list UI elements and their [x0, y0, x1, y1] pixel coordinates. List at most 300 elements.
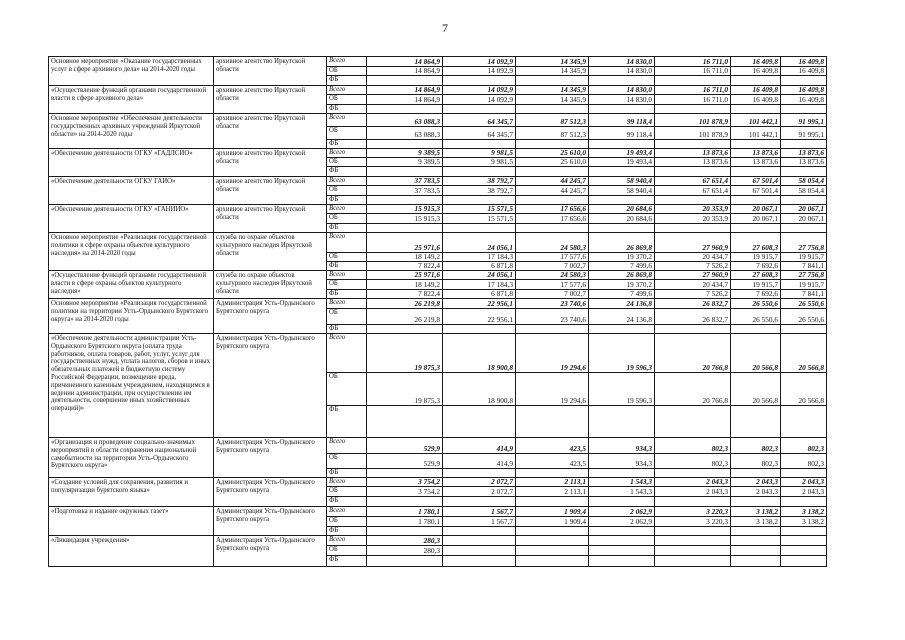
value-cell: 44 245,7: [516, 186, 589, 196]
responsible-cell: служба по охране объектов культурного наследия Иркутской области: [214, 233, 327, 271]
value-cell: 529,9: [367, 438, 443, 454]
source-cell: Всего: [327, 57, 367, 67]
responsible-cell: архивное агентство Иркутской области: [214, 149, 327, 177]
value-cell: 63 088,3: [367, 114, 443, 127]
value-cell: 20 434,7: [655, 280, 731, 290]
value-cell: 20 766,8: [655, 334, 731, 373]
empty-value-cell: [731, 536, 781, 546]
source-cell: Всего: [327, 478, 367, 487]
value-cell: 16 409,8: [731, 57, 781, 67]
empty-value-cell: [731, 224, 781, 233]
empty-value-cell: [516, 536, 589, 546]
value-cell: 19 493,4: [589, 158, 655, 167]
value-cell: 2 113,1: [516, 487, 589, 497]
source-cell: ФБ: [327, 497, 367, 507]
value-cell: 1 909,4: [516, 517, 589, 527]
page-number: 7: [442, 21, 448, 35]
value-cell: 14 345,9: [516, 67, 589, 76]
value-cell: 802,3: [731, 454, 781, 469]
value-cell: 24 580,3: [516, 271, 589, 280]
empty-value-cell: [731, 140, 781, 149]
value-cell: 18 900,8: [443, 373, 516, 406]
value-cell: 101 878,9: [655, 114, 731, 127]
empty-value-cell: [443, 167, 516, 177]
value-cell: 19 915,7: [781, 253, 827, 262]
value-cell: 2 043,3: [731, 487, 781, 497]
empty-value-cell: [367, 406, 443, 438]
value-cell: 14 345,9: [516, 95, 589, 105]
empty-value-cell: [731, 105, 781, 114]
value-cell: 99 118,4: [589, 114, 655, 127]
empty-value-cell: [443, 536, 516, 546]
value-cell: 414,9: [443, 438, 516, 454]
measure-cell: «Ликвидация учреждения»: [49, 536, 214, 567]
value-cell: 17 656,6: [516, 214, 589, 224]
value-cell: 20 067,1: [731, 214, 781, 224]
source-cell: Всего: [327, 507, 367, 517]
value-cell: 26 550,6: [781, 309, 827, 325]
value-cell: 2 062,9: [589, 517, 655, 527]
value-cell: 27 756,8: [781, 271, 827, 280]
value-cell: 9 981,5: [443, 158, 516, 167]
empty-value-cell: [443, 469, 516, 478]
value-cell: 16 711,0: [655, 86, 731, 95]
source-cell: ФБ: [327, 406, 367, 438]
empty-value-cell: [516, 76, 589, 86]
source-cell: ОБ: [327, 186, 367, 196]
empty-value-cell: [655, 546, 731, 556]
value-cell: 280,3: [367, 546, 443, 556]
empty-value-cell: [781, 469, 827, 478]
value-cell: 2 113,1: [516, 478, 589, 487]
value-cell: 26 869,8: [589, 233, 655, 253]
value-cell: 26 550,6: [731, 299, 781, 309]
measure-cell: Основное мероприятие «Обеспечение деятельности государственных архивных учреждений Иркутской области» на 2014-2020 годы: [49, 114, 214, 149]
source-cell: ФБ: [327, 469, 367, 478]
value-cell: 23 740,6: [516, 299, 589, 309]
value-cell: 19 915,7: [731, 280, 781, 290]
empty-value-cell: [443, 224, 516, 233]
value-cell: 19 596,3: [589, 373, 655, 406]
empty-value-cell: [367, 196, 443, 205]
source-cell: ОБ: [327, 67, 367, 76]
value-cell: 20 353,9: [655, 214, 731, 224]
empty-value-cell: [781, 76, 827, 86]
value-cell: 13 873,6: [655, 158, 731, 167]
empty-value-cell: [589, 556, 655, 567]
empty-value-cell: [731, 497, 781, 507]
empty-value-cell: [781, 325, 827, 334]
empty-value-cell: [781, 224, 827, 233]
value-cell: 25 971,6: [367, 271, 443, 280]
empty-value-cell: [655, 527, 731, 536]
source-cell: Всего: [327, 271, 367, 280]
value-cell: 38 792,7: [443, 186, 516, 196]
value-cell: 7 692,6: [731, 262, 781, 271]
responsible-cell: архивное агентство Иркутской области: [214, 57, 327, 86]
value-cell: 27 608,3: [731, 233, 781, 253]
measure-cell: «Создание условий для сохранения, развития и популяризации бурятского языка»: [49, 478, 214, 507]
empty-value-cell: [367, 76, 443, 86]
source-cell: Всего: [327, 438, 367, 454]
value-cell: 19 370,2: [589, 280, 655, 290]
value-cell: 20 566,8: [781, 334, 827, 373]
empty-value-cell: [731, 527, 781, 536]
value-cell: 16 409,8: [781, 67, 827, 76]
empty-value-cell: [655, 497, 731, 507]
value-cell: 15 915,3: [367, 214, 443, 224]
value-cell: 19 596,3: [589, 334, 655, 373]
empty-value-cell: [589, 469, 655, 478]
value-cell: 3 138,2: [731, 507, 781, 517]
value-cell: 15 571,5: [443, 205, 516, 214]
value-cell: 14 345,9: [516, 57, 589, 67]
source-cell: ОБ: [327, 309, 367, 325]
value-cell: 91 995,1: [781, 127, 827, 140]
value-cell: 20 766,8: [655, 373, 731, 406]
empty-value-cell: [516, 196, 589, 205]
value-cell: 24 056,1: [443, 233, 516, 253]
empty-value-cell: [367, 167, 443, 177]
value-cell: 18 900,8: [443, 334, 516, 373]
value-cell: 26 219,8: [367, 309, 443, 325]
empty-value-cell: [655, 105, 731, 114]
empty-value-cell: [367, 105, 443, 114]
measure-cell: «Обеспечение деятельности ОГКУ «ГАДЛСИО»: [49, 149, 214, 177]
value-cell: 280,3: [367, 536, 443, 546]
value-cell: 14 830,0: [589, 67, 655, 76]
value-cell: 87 512,3: [516, 127, 589, 140]
empty-value-cell: [655, 469, 731, 478]
source-cell: Всего: [327, 299, 367, 309]
value-cell: 14 864,9: [367, 95, 443, 105]
value-cell: 19 294,6: [516, 373, 589, 406]
value-cell: 19 294,6: [516, 334, 589, 373]
empty-value-cell: [589, 224, 655, 233]
value-cell: 22 956,1: [443, 299, 516, 309]
empty-value-cell: [443, 497, 516, 507]
value-cell: 23 740,6: [516, 309, 589, 325]
value-cell: 27 756,8: [781, 233, 827, 253]
value-cell: 6 871,8: [443, 290, 516, 299]
value-cell: 19 875,3: [367, 334, 443, 373]
value-cell: 7 499,6: [589, 290, 655, 299]
source-cell: ФБ: [327, 167, 367, 177]
responsible-cell: Администрация Усть-Ордынского Бурятского округа: [214, 478, 327, 507]
value-cell: 26 832,7: [655, 309, 731, 325]
value-cell: 20 566,8: [781, 373, 827, 406]
value-cell: 9 389,5: [367, 149, 443, 158]
empty-value-cell: [367, 469, 443, 478]
source-cell: ОБ: [327, 517, 367, 527]
value-cell: 19 875,3: [367, 373, 443, 406]
value-cell: 67 651,4: [655, 177, 731, 186]
value-cell: 58 054,4: [781, 177, 827, 186]
responsible-cell: Администрация Усть-Ордынского Бурятского округа: [214, 299, 327, 334]
value-cell: 64 345,7: [443, 127, 516, 140]
empty-value-cell: [655, 536, 731, 546]
value-cell: 17 577,6: [516, 253, 589, 262]
empty-value-cell: [443, 556, 516, 567]
value-cell: 27 960,9: [655, 271, 731, 280]
empty-value-cell: [367, 497, 443, 507]
empty-value-cell: [655, 406, 731, 438]
value-cell: 802,3: [731, 438, 781, 454]
empty-value-cell: [589, 196, 655, 205]
empty-value-cell: [781, 140, 827, 149]
empty-value-cell: [655, 224, 731, 233]
empty-value-cell: [655, 556, 731, 567]
empty-value-cell: [589, 497, 655, 507]
empty-value-cell: [589, 105, 655, 114]
value-cell: 3 138,2: [781, 507, 827, 517]
value-cell: 7 841,1: [781, 290, 827, 299]
value-cell: 91 995,1: [781, 114, 827, 127]
value-cell: 7 526,2: [655, 262, 731, 271]
value-cell: 44 245,7: [516, 177, 589, 186]
value-cell: 14 864,9: [367, 86, 443, 95]
value-cell: 17 184,3: [443, 280, 516, 290]
value-cell: 24 136,8: [589, 309, 655, 325]
empty-value-cell: [781, 196, 827, 205]
empty-value-cell: [731, 406, 781, 438]
empty-value-cell: [589, 536, 655, 546]
empty-value-cell: [443, 105, 516, 114]
responsible-cell: архивное агентство Иркутской области: [214, 177, 327, 205]
value-cell: 14 092,9: [443, 67, 516, 76]
value-cell: 25 610,0: [516, 149, 589, 158]
empty-value-cell: [655, 196, 731, 205]
source-cell: ОБ: [327, 546, 367, 556]
value-cell: 2 062,9: [589, 507, 655, 517]
value-cell: 7 841,1: [781, 262, 827, 271]
empty-value-cell: [731, 469, 781, 478]
value-cell: 18 149,2: [367, 280, 443, 290]
responsible-cell: Администрация Усть-Ордынского Бурятского округа: [214, 536, 327, 567]
value-cell: 2 043,3: [781, 478, 827, 487]
empty-value-cell: [443, 196, 516, 205]
value-cell: 26 219,8: [367, 299, 443, 309]
measure-cell: «Подготовка и издание окружных газет»: [49, 507, 214, 536]
source-cell: ОБ: [327, 253, 367, 262]
value-cell: 20 353,9: [655, 205, 731, 214]
value-cell: 58 054,4: [781, 186, 827, 196]
empty-value-cell: [367, 224, 443, 233]
empty-value-cell: [516, 406, 589, 438]
value-cell: 2 043,3: [655, 478, 731, 487]
value-cell: 13 873,6: [731, 158, 781, 167]
empty-value-cell: [443, 546, 516, 556]
value-cell: 14 345,9: [516, 86, 589, 95]
source-cell: Всего: [327, 86, 367, 95]
value-cell: 14 864,9: [367, 57, 443, 67]
source-cell: ФБ: [327, 290, 367, 299]
value-cell: 37 783,5: [367, 177, 443, 186]
value-cell: 26 832,7: [655, 299, 731, 309]
empty-value-cell: [781, 556, 827, 567]
empty-value-cell: [781, 497, 827, 507]
responsible-cell: Администрация Усть-Ордынского Бурятского округа: [214, 334, 327, 438]
value-cell: 1 567,7: [443, 517, 516, 527]
value-cell: 7 002,7: [516, 290, 589, 299]
value-cell: 16 409,8: [731, 86, 781, 95]
empty-value-cell: [367, 140, 443, 149]
empty-value-cell: [781, 546, 827, 556]
value-cell: 2 072,7: [443, 478, 516, 487]
value-cell: 15 571,5: [443, 214, 516, 224]
measure-cell: Основное мероприятие «Оказание государственных услуг в сфере архивного дела» на 2014-2020 годы: [49, 57, 214, 86]
value-cell: 802,3: [781, 438, 827, 454]
source-cell: ОБ: [327, 487, 367, 497]
empty-value-cell: [589, 76, 655, 86]
value-cell: 16 409,8: [781, 95, 827, 105]
empty-value-cell: [516, 105, 589, 114]
value-cell: 934,3: [589, 438, 655, 454]
empty-value-cell: [731, 76, 781, 86]
value-cell: 19 370,2: [589, 253, 655, 262]
value-cell: 7 692,6: [731, 290, 781, 299]
empty-value-cell: [516, 556, 589, 567]
value-cell: 24 580,3: [516, 233, 589, 253]
value-cell: 27 608,3: [731, 271, 781, 280]
source-cell: ОБ: [327, 214, 367, 224]
value-cell: 20 067,1: [781, 214, 827, 224]
value-cell: 7 499,6: [589, 262, 655, 271]
value-cell: 3 754,2: [367, 478, 443, 487]
measure-cell: «Осуществление функций органами государственной власти в сфере архивного дела»: [49, 86, 214, 114]
empty-value-cell: [516, 224, 589, 233]
source-cell: ОБ: [327, 127, 367, 140]
source-cell: ОБ: [327, 454, 367, 469]
value-cell: 3 138,2: [731, 517, 781, 527]
value-cell: 13 873,6: [655, 149, 731, 158]
source-cell: Всего: [327, 334, 367, 373]
empty-value-cell: [516, 546, 589, 556]
value-cell: 1 567,7: [443, 507, 516, 517]
responsible-cell: архивное агентство Иркутской области: [214, 205, 327, 233]
empty-value-cell: [443, 406, 516, 438]
value-cell: 87 512,3: [516, 114, 589, 127]
value-cell: 9 389,5: [367, 158, 443, 167]
budget-table: [48, 56, 827, 567]
value-cell: 24 056,1: [443, 271, 516, 280]
measure-cell: Основное мероприятие «Реализация государственной политики в сфере охраны объектов культурного наследия» на 2014-2020 годы: [49, 233, 214, 271]
empty-value-cell: [731, 196, 781, 205]
value-cell: 3 754,2: [367, 487, 443, 497]
value-cell: 15 915,3: [367, 205, 443, 214]
empty-value-cell: [443, 527, 516, 536]
responsible-cell: архивное агентство Иркутской области: [214, 86, 327, 114]
value-cell: 67 501,4: [731, 177, 781, 186]
value-cell: 37 783,5: [367, 186, 443, 196]
source-cell: Всего: [327, 177, 367, 186]
empty-value-cell: [589, 406, 655, 438]
value-cell: 14 830,0: [589, 95, 655, 105]
value-cell: 22 956,1: [443, 309, 516, 325]
empty-value-cell: [781, 167, 827, 177]
empty-value-cell: [367, 527, 443, 536]
value-cell: 414,9: [443, 454, 516, 469]
value-cell: 1 909,4: [516, 507, 589, 517]
value-cell: 423,5: [516, 454, 589, 469]
empty-value-cell: [516, 167, 589, 177]
value-cell: 19 915,7: [731, 253, 781, 262]
value-cell: 7 526,2: [655, 290, 731, 299]
value-cell: 3 220,3: [655, 517, 731, 527]
source-cell: Всего: [327, 149, 367, 158]
empty-value-cell: [516, 325, 589, 334]
value-cell: 16 409,8: [731, 67, 781, 76]
value-cell: 20 684,6: [589, 205, 655, 214]
value-cell: 3 220,3: [655, 507, 731, 517]
value-cell: 7 822,4: [367, 262, 443, 271]
value-cell: 99 118,4: [589, 127, 655, 140]
source-cell: ОБ: [327, 373, 367, 406]
value-cell: 58 940,4: [589, 177, 655, 186]
value-cell: 14 092,9: [443, 57, 516, 67]
empty-value-cell: [655, 167, 731, 177]
value-cell: 20 434,7: [655, 253, 731, 262]
value-cell: 934,3: [589, 454, 655, 469]
value-cell: 58 940,4: [589, 186, 655, 196]
source-cell: ФБ: [327, 76, 367, 86]
source-cell: ОБ: [327, 280, 367, 290]
source-cell: ОБ: [327, 95, 367, 105]
responsible-cell: архивное агентство Иркутской области: [214, 114, 327, 149]
value-cell: 802,3: [781, 454, 827, 469]
value-cell: 13 873,6: [781, 158, 827, 167]
measure-cell: Основное мероприятие «Реализация государственной политики на территории Усть-Ордынского Бурятского округа» на 2014-2020 годы: [49, 299, 214, 334]
value-cell: 2 043,3: [655, 487, 731, 497]
empty-value-cell: [731, 325, 781, 334]
empty-value-cell: [443, 140, 516, 149]
empty-value-cell: [655, 76, 731, 86]
value-cell: 101 878,9: [655, 127, 731, 140]
value-cell: 9 981,5: [443, 149, 516, 158]
value-cell: 101 442,1: [731, 114, 781, 127]
responsible-cell: Администрация Усть-Ордынского Бурятского округа: [214, 507, 327, 536]
value-cell: 64 345,7: [443, 114, 516, 127]
source-cell: ФБ: [327, 140, 367, 149]
value-cell: 7 822,4: [367, 290, 443, 299]
empty-value-cell: [589, 167, 655, 177]
empty-value-cell: [589, 527, 655, 536]
value-cell: 13 873,6: [781, 149, 827, 158]
value-cell: 14 092,9: [443, 95, 516, 105]
value-cell: 20 566,8: [731, 334, 781, 373]
empty-value-cell: [781, 406, 827, 438]
value-cell: 6 871,8: [443, 262, 516, 271]
value-cell: 2 043,3: [781, 487, 827, 497]
value-cell: 19 493,4: [589, 149, 655, 158]
value-cell: 25 610,0: [516, 158, 589, 167]
value-cell: 26 550,6: [731, 309, 781, 325]
responsible-cell: Администрация Усть-Ордынского Бурятского округа: [214, 438, 327, 478]
empty-value-cell: [367, 325, 443, 334]
empty-value-cell: [367, 556, 443, 567]
value-cell: 16 711,0: [655, 95, 731, 105]
value-cell: 529,9: [367, 454, 443, 469]
value-cell: 7 002,7: [516, 262, 589, 271]
value-cell: 16 409,8: [781, 57, 827, 67]
empty-value-cell: [443, 76, 516, 86]
source-cell: ОБ: [327, 158, 367, 167]
empty-value-cell: [589, 140, 655, 149]
value-cell: 17 184,3: [443, 253, 516, 262]
value-cell: 67 651,4: [655, 186, 731, 196]
value-cell: 1 543,3: [589, 478, 655, 487]
value-cell: 1 780,1: [367, 507, 443, 517]
